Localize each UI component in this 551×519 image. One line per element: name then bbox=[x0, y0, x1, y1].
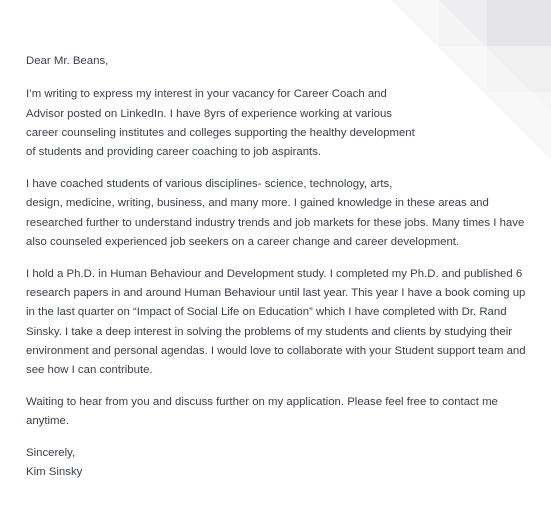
salutation: Dear Mr. Beans, bbox=[26, 55, 109, 67]
paragraph-4 bbox=[26, 393, 526, 432]
paragraph-line: Waiting to hear from you and discuss further on my application. Please feel free to contact me bbox=[26, 395, 498, 408]
paragraph-line: Advisor posted on LinkedIn. I have 8yrs of experience working at various bbox=[26, 107, 392, 120]
paragraph-line: researched further to understand industry trends and job markets for these jobs. Many times I have bbox=[26, 216, 525, 229]
paragraph-line: also counseled experienced job seekers on a career change and career development. bbox=[26, 235, 460, 248]
paragraph-line: of students and providing career coaching to job aspirants. bbox=[26, 146, 322, 159]
paragraph-line: Sinsky. I take a deep interest in solving the problems of my students and clients by studying their bbox=[26, 325, 513, 338]
paragraph-line: design, medicine, writing, business, and many more. I gained knowledge in these areas and bbox=[26, 197, 489, 210]
closing: Sincerely, bbox=[26, 447, 76, 460]
paragraph-2 bbox=[26, 175, 526, 252]
paragraph-line: career counseling institutes and colleges supporting the healthy development bbox=[26, 126, 415, 139]
paragraph-line: research papers in and around Human Behaviour until last year. This year I have a book coming up bbox=[26, 286, 526, 299]
paragraph-line: see how I can contribute. bbox=[26, 364, 153, 377]
cover-letter bbox=[26, 52, 526, 483]
paragraph-line: I’m writing to express my interest in your vacancy for Career Coach and bbox=[26, 88, 387, 101]
paragraph-line: environment and personal agendas. I would love to collaborate with your Student support team and bbox=[26, 344, 526, 357]
paragraph-1 bbox=[26, 85, 526, 162]
paragraph-line: anytime. bbox=[26, 415, 70, 428]
signature-name: Kim Sinsky bbox=[26, 466, 83, 479]
paragraph-line: I hold a Ph.D. in Human Behaviour and Development study. I completed my Ph.D. and published 6 bbox=[26, 267, 523, 280]
paragraph-3 bbox=[26, 265, 526, 381]
paragraph-line: I have coached students of various disciplines- science, technology, arts, bbox=[26, 177, 393, 190]
paragraph-line: in the last quarter on “Impact of Social Life on Education” which I have completed with Dr. Rand bbox=[26, 306, 507, 319]
